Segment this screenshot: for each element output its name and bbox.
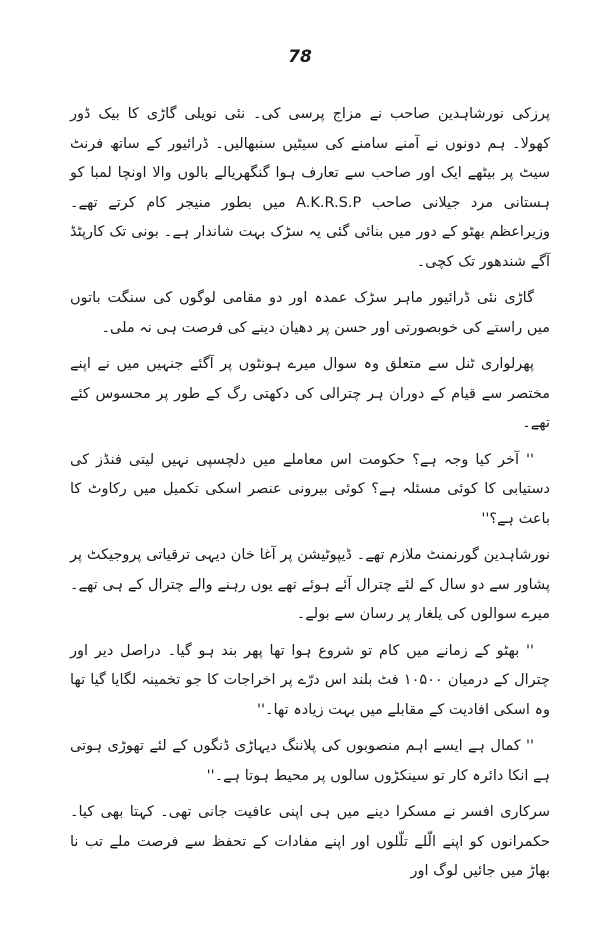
paragraph-4: '' آخر کیا وجہ ہے؟ حکومت اس معاملے میں دلچسپی نہیں لیتی فنڈز کی دستیابی کا کوئی مسئلہ ہے؟ کوئی بیرونی عنصر اسکی تکمیل میں رکاوٹ کا باعث ہے؟''	[70, 451, 550, 527]
page-number: 78	[288, 47, 312, 67]
paragraph-5: نورشاہدین گورنمنٹ ملازم تھے۔ ڈیپوٹیشن پر آغا خان دیہی ترقیاتی پروجیکٹ پر پشاور سے دو سال کے لئے چترال آئے ہوئے تھے یوں رہنے والے چترال کے ہی تھے۔ میرے سوالوں کی یلغار پر رسان سے بولے۔	[70, 547, 550, 622]
paragraph-2: گاڑی نئی ڈرائیور ماہر سڑک عمدہ اور دو مقامی لوگوں کی سنگت باتوں میں راستے کی خوبصورتی اور حسن پر دھیان دینے کی فرصت ہی نہ ملی۔	[70, 290, 550, 336]
paragraph-6: '' بھٹو کے زمانے میں کام تو شروع ہوا تھا پھر بند ہو گیا۔ دراصل دیر اور چترال کے درمیان ۱۰۵۰۰ فٹ بلند اس درّے پر اخراجات کا جو تخمینہ لگایا گیا تھا وہ اسکی افادیت کے مقابلے میں بہت زیادہ تھا۔''	[70, 642, 550, 718]
paragraph-1: پرزکی نورشاہدین صاحب نے مزاج پرسی کی۔ نئی نویلی گاڑی کا بیک ڈور کھولا۔ ہم دونوں نے آمنے سامنے کی سیٹیں سنبھالیں۔ ڈرائیور کے ساتھ فرنٹ سیٹ پر بیٹھے ایک اور صاحب سے تعارف ہوا گنگھریالے بالوں والا اونچا لمبا کو ہستانی مرد جیلانی صاحب A.K.R.S.P میں بطور منیجر کام کرتے تھے۔ وزیراعظم بھٹو کے دور میں بنائی گئی یہ سڑک بہت شاندار ہے۔ بونی تک کارپٹڈ آگے شندھور تک کچی۔	[70, 106, 550, 270]
paragraph-8: سرکاری افسر نے مسکرا دینے میں ہی اپنی عافیت جانی تھی۔ کہتا بھی کیا۔ حکمرانوں کو اپنے الّلے تلّلوں اور اپنے مفادات کے تحفظ سے فرصت ملے تب نا بھاڑ میں جائیں لوگ اور	[70, 804, 550, 879]
paragraph-7: '' کمال ہے ایسے اہم منصوبوں کی پلاننگ دیہاڑی ڈنگوں کے لئے تھوڑی ہوتی ہے انکا دائرہ کار تو سینکڑوں سالوں پر محیط ہوتا ہے۔''	[70, 738, 550, 784]
page-body	[70, 100, 550, 894]
paragraph-3: پھرلواری ٹنل سے متعلق وہ سوال میرے ہونٹوں پر آگئے جنہیں میں نے اپنے مختصر سے قیام کے دوران ہر چترالی کی دکھتی رگ کے طور پر محسوس کئے تھے۔	[70, 356, 550, 431]
